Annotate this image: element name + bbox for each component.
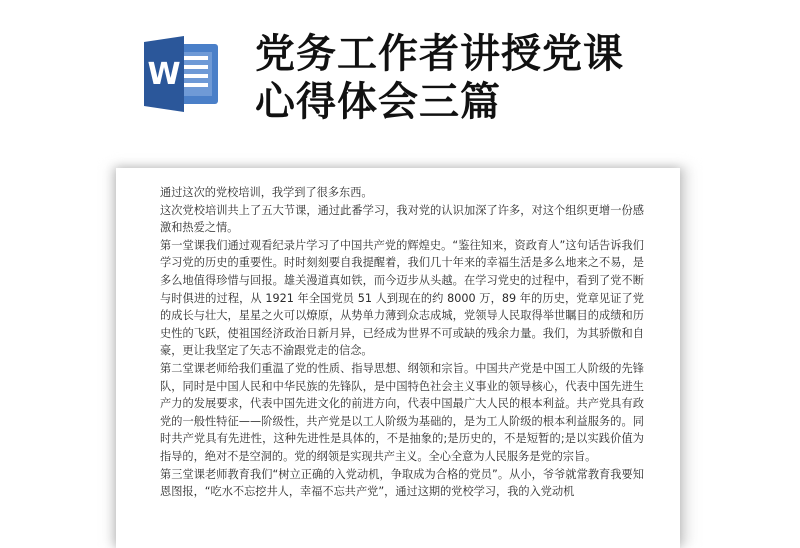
page-title [255,30,624,126]
word-document-icon [140,34,222,114]
paragraph-4: 第二堂课老师给我们重温了党的性质、指导思想、纲领和宗旨。中国共产党是中国工人阶级的先锋队，同时是中国人民和中华民族的先锋队，是中国特色社会主义事业的领导核心，代表中国先进生产力的发展要求，代表中国先进文化的前进方向，代表中国最广大人民的根本利益。共产党具有政党的一般性特征——阶级性，共产党是以工人阶级为基础的，是为工人阶级的根本利益服务的。同时共产党具有先进性，这种先进性是具体的，不是抽象的;是历史的，不是短暂的;是以实践价值为指导的，绝对不是空洞的。党的纲领是实现共产主义。全心全意为人民服务是党的宗旨。 [160,361,644,463]
word-icon-letter: W [147,57,181,92]
title-line-1: 党务工作者讲授党课 [255,31,624,77]
header [0,0,800,160]
document-body [160,184,644,501]
paragraph-1: 通过这次的党校培训，我学到了很多东西。 [160,186,373,199]
word-icon-graphic [140,34,222,114]
title-line-2: 心得体会三篇 [255,79,501,125]
paragraph-3: 第一堂课我们通过观看纪录片学习了中国共产党的辉煌史。“鉴往知来，资政育人”这句话告诉我们学习党的历史的重要性。时时刻刻要自我提醒着，我们几十年来的幸福生活是多么地来之不易，是多么地值得珍惜与回报。雄关漫道真如铁，而今迈步从头越。在学习党史的过程中，看到了党不断与时俱进的过程，从 1921 年全国党员 51 人到现在的约 8000 万，89 年的历史，党章见证了党的成长与壮大，星星之火可以燎原，从势单力薄到众志成城，党领导人民取得举世瞩目的成绩和历史性的飞跃，使祖国经济政治日新月异，已经成为世界不可或缺的残余力量。我们，为其骄傲和自豪，更让我坚定了矢志不渝跟党走的信念。 [160,238,644,358]
paragraph-5: 第三堂课老师教育我们“树立正确的入党动机，争取成为合格的党员”。从小，爷爷就常教育我要知恩图报，“吃水不忘挖井人，幸福不忘共产党”，通过这期的党校学习，我的入党动机 [160,467,644,499]
paragraph-2: 这次党校培训共上了五大节课，通过此番学习，我对党的认识加深了许多，对这个组织更增一份感激和热爱之情。 [160,203,644,235]
document-page [116,168,680,548]
